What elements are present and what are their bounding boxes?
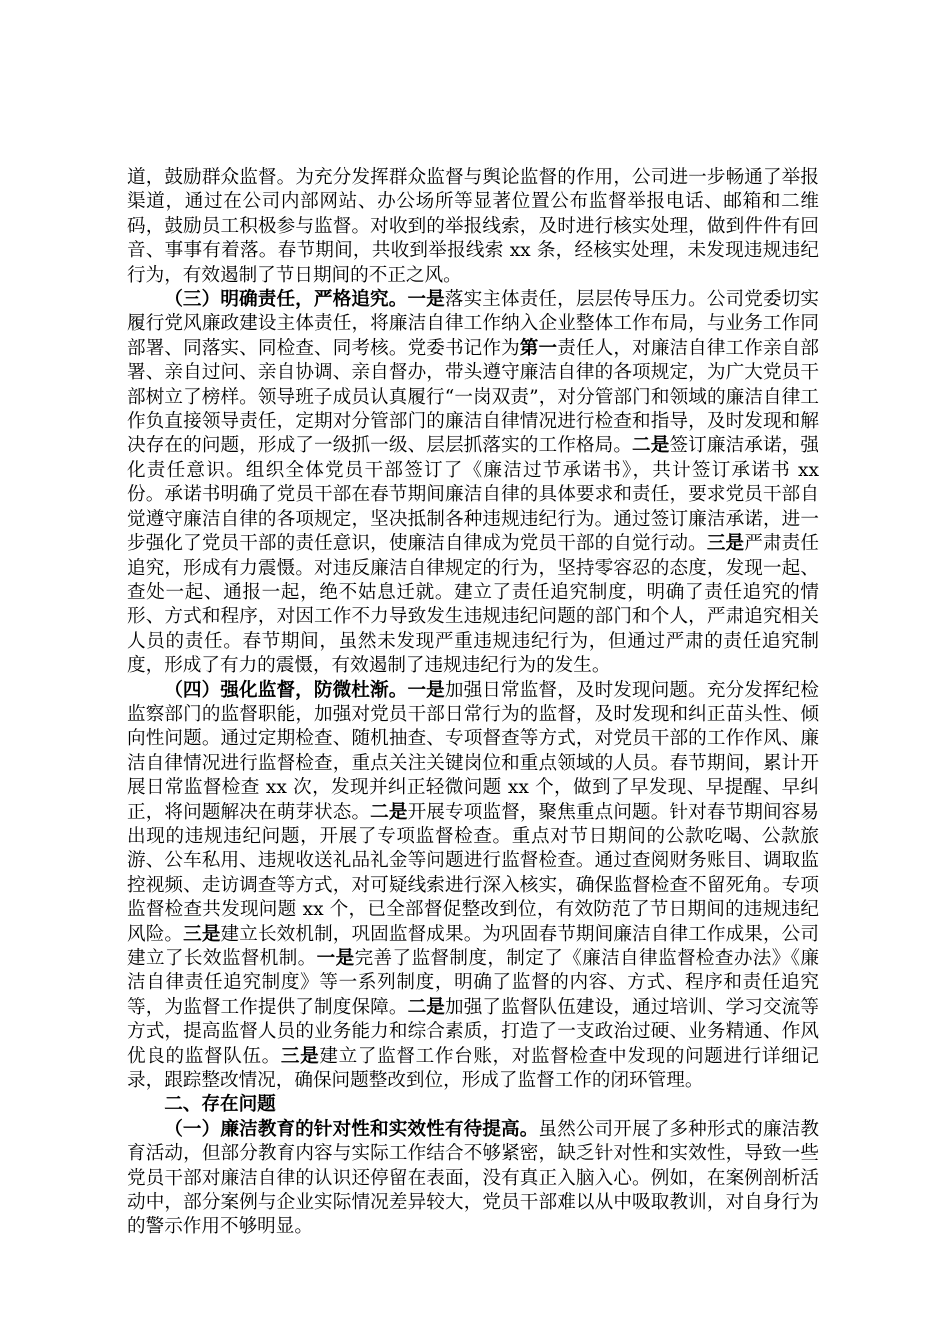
point-label: 二是 — [407, 996, 445, 1018]
paragraph-responsibility — [127, 288, 819, 679]
point-label: 一是 — [316, 948, 355, 969]
point-label: 一是 — [407, 679, 445, 701]
inline-emphasis: 第一 — [519, 337, 558, 359]
paragraph-problem-education — [127, 1118, 819, 1240]
point-label: 三是 — [183, 923, 221, 945]
point-label: 三是 — [280, 1045, 320, 1067]
section-heading-text: 二、存在问题 — [164, 1094, 276, 1116]
point-text: 建立长效机制，巩固监督成果。为巩固春节期间廉洁自律工作成果，公司建立了长效监督机制。 — [127, 923, 819, 969]
point-text: 加强了监督队伍建设，通过培训、学习交流等方式，提高监督人员的业务能力和综合素质，打造了一支政治过硬、业务精通、作风优良的监督队伍。 — [127, 996, 819, 1067]
point-text: 虽然公司开展了多种形式的廉洁教育活动，但部分教育内容与实际工作结合不够紧密，缺乏针对性和实效性，导致一些党员干部对廉洁自律的认识还停留在表面，没有真正入脑入心。例如，在案例剖析活动中，部分案例与企业实际情况差异较大，党员干部难以从中吸取教训，对自身行为的警示作用不够明显。 — [127, 1118, 819, 1238]
paragraph-supervision — [127, 679, 819, 1094]
point-text: 责任人，对廉洁自律工作亲自部署、亲自过问、亲自协调、亲自督办，带头遵守廉洁自律的各项规定，为广大党员干部树立了榜样。领导班子成员认真履行“一岗双责”，对分管部门和领域的廉洁自律工作负直接领导责任，定期对分管部门的廉洁自律情况进行检查和指导，及时发现和解决存在的问题，形成了一级抓一级、层层抓落实的工作格局。 — [127, 337, 819, 457]
point-label: 二是 — [370, 801, 408, 823]
point-text: 建立了监督工作台账，对监督检查中发现的问题进行详细记录，跟踪整改情况，确保问题整改到位，形成了监督工作的闭环管理。 — [127, 1045, 819, 1092]
subheading-supervision: （四）强化监督，防微杜渐。 — [164, 679, 408, 701]
point-text: 加强日常监督，及时发现问题。充分发挥纪检监察部门的监督职能，加强对党员干部日常行为的监督，及时发现和纠正苗头性、倾向性问题。通过定期检查、随机抽查、专项督查等方式，对党员干部的工作作风、廉洁自律情况进行监督检查，重点关注关键岗位和重点领域的人员。春节期间，累计开展日常监督检查 xx 次，发现并纠正轻微问题 xx 个，做到了早发现、早提醒、早纠正，将问题解决在萌芽状态。 — [127, 679, 819, 823]
point-text: 签订廉洁承诺，强化责任意识。组织全体党员干部签订了《廉洁过节承诺书》，共计签订承诺书 xx 份。承诺书明确了党员干部在春节期间廉洁自律的具体要求和责任，要求党员干部自觉遵守廉洁自律的各项规定，坚决抵制各种违规违纪行为。通过签订廉洁承诺，进一步强化了党员干部的责任意识，使廉洁自律成为党员干部的自觉行动。 — [127, 435, 819, 555]
point-text: 完善了监督制度，制定了《廉洁自律监督检查办法》《廉洁自律责任追究制度》等一系列制度，明确了监督的内容、方式、程序和责任追究等，为监督工作提供了制度保障。 — [127, 948, 819, 1018]
subheading-problem-education: （一）廉洁教育的针对性和实效性有待提高。 — [164, 1118, 539, 1140]
document-body — [127, 166, 819, 1240]
point-text: 开展专项监督，聚焦重点问题。针对春节期间容易出现的违规违纪问题，开展了专项监督检查。重点对节日期间的公款吃喝、公款旅游、公车私用、违规收送礼品礼金等问题进行监督检查。通过查阅财务账目、调取监控视频、走访调查等方式，对可疑线索进行深入核实，确保监督检查不留死角。专项监督检查共发现问题 xx 个，已全部督促整改到位，有效防范了节日期间的违规违纪风险。 — [127, 801, 819, 945]
paragraph-supervision-channels: 道，鼓励群众监督。为充分发挥群众监督与舆论监督的作用，公司进一步畅通了举报渠道，通过在公司内部网站、办公场所等显著位置公布监督举报电话、邮箱和二维码，鼓励员工积极参与监督。对收到的举报线索，及时进行核实处理，做到件件有回音、事事有着落。春节期间，共收到举报线索 xx 条，经核实处理，未发现违规违纪行为，有效遏制了节日期间的不正之风。 — [127, 167, 819, 286]
point-label: 三是 — [706, 533, 745, 555]
subheading-responsibility: （三）明确责任，严格追究。 — [164, 289, 408, 311]
point-label: 二是 — [632, 435, 670, 457]
section-heading-problems — [127, 1093, 819, 1117]
point-label: 一是 — [407, 289, 445, 311]
point-text: 落实主体责任，层层传导压力。公司党委切实履行党风廉政建设主体责任，将廉洁自律工作纳入企业整体工作布局，与业务工作同部署、同落实、同检查、同考核。党委书记作为 — [127, 289, 819, 359]
point-text: 严肃责任追究，形成有力震慑。对违反廉洁自律规定的行为，坚持零容忍的态度，发现一起、查处一起、通报一起，绝不姑息迁就。建立了责任追究制度，明确了责任追究的情形、方式和程序，对因工作不力导致发生违规违纪问题的部门和个人，严肃追究相关人员的责任。春节期间，虽然未发现严重违规违纪行为，但通过严肃的责任追究制度，形成了有力的震慑，有效遏制了违规违纪行为的发生。 — [127, 533, 819, 677]
